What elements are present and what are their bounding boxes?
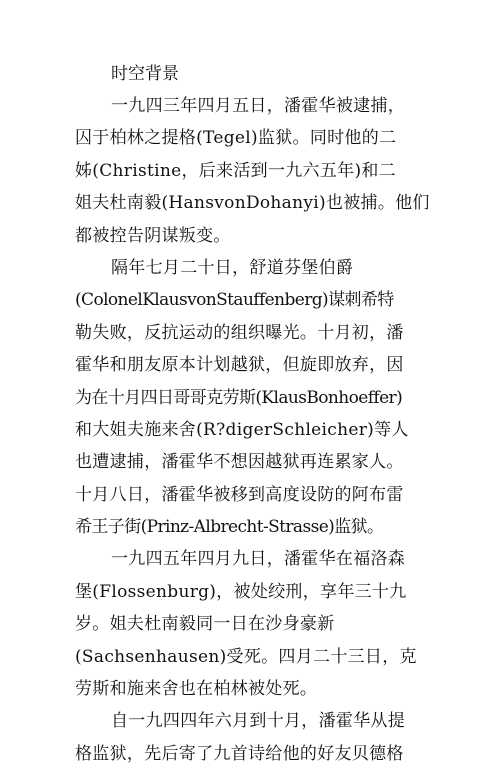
text-line: 岁。姐夫杜南毅同一日在沙身豪新 xyxy=(75,614,335,635)
text-line: 希王子街(Prinz-Albrecht-Strasse)监狱。 xyxy=(75,517,384,538)
text-line: 勒失败，反抗运动的组织曝光。十月初，潘 xyxy=(75,322,404,343)
text-line: 姊(Christine，后来活到一九六五年)和二 xyxy=(75,160,396,181)
text-line: 姐夫杜南毅(HansvonDohanyi)也被捕。他们 xyxy=(75,193,430,214)
text-line: 为在十月四日哥哥克劳斯(KlausBonhoeffer) xyxy=(75,387,403,408)
paragraph-arrest xyxy=(75,90,440,252)
text-line: 隔年七月二十日，舒道芬堡伯爵 xyxy=(111,257,354,278)
text-line: 霍华和朋友原本计划越狱，但旋即放弃，因 xyxy=(75,355,404,376)
text-line: 也遭逮捕，潘霍华不想因越狱再连累家人。 xyxy=(75,452,404,473)
text-line: 一九四五年四月九日，潘霍华在福洛森 xyxy=(111,549,406,570)
text-line: 都被控告阴谋叛变。 xyxy=(75,225,231,246)
text-line: 一九四三年四月五日，潘霍华被逮捕， xyxy=(111,96,406,116)
section-title: 时空背景 xyxy=(111,64,179,84)
text-line: 十月八日，潘霍华被移到高度设防的阿布雷 xyxy=(75,484,404,505)
text-line: 囚于柏林之提格(Tegel)监狱。同时他的二 xyxy=(75,128,397,149)
text-line: 自一九四四年六月到十月，潘霍华从提 xyxy=(111,711,406,732)
text-line: 劳斯和施来舍也在柏林被处死。 xyxy=(75,679,318,700)
text-line: (ColonelKlausvonStauffenberg)谋刺希特 xyxy=(75,290,394,311)
text-line: (Sachsenhausen)受死。四月二十三日，克 xyxy=(75,646,417,667)
text-line: 堡(Flossenburg)，被处绞刑，享年三十九 xyxy=(75,581,407,602)
paragraph-execution xyxy=(75,543,440,705)
paragraph-poems xyxy=(75,705,440,770)
paragraph-stauffenberg xyxy=(75,252,440,544)
text-line: 格监狱，先后寄了九首诗给他的好友贝德格 xyxy=(75,743,404,764)
text-line: 和大姐夫施来舍(R?digerSchleicher)等人 xyxy=(75,419,409,440)
document-page xyxy=(75,58,440,770)
